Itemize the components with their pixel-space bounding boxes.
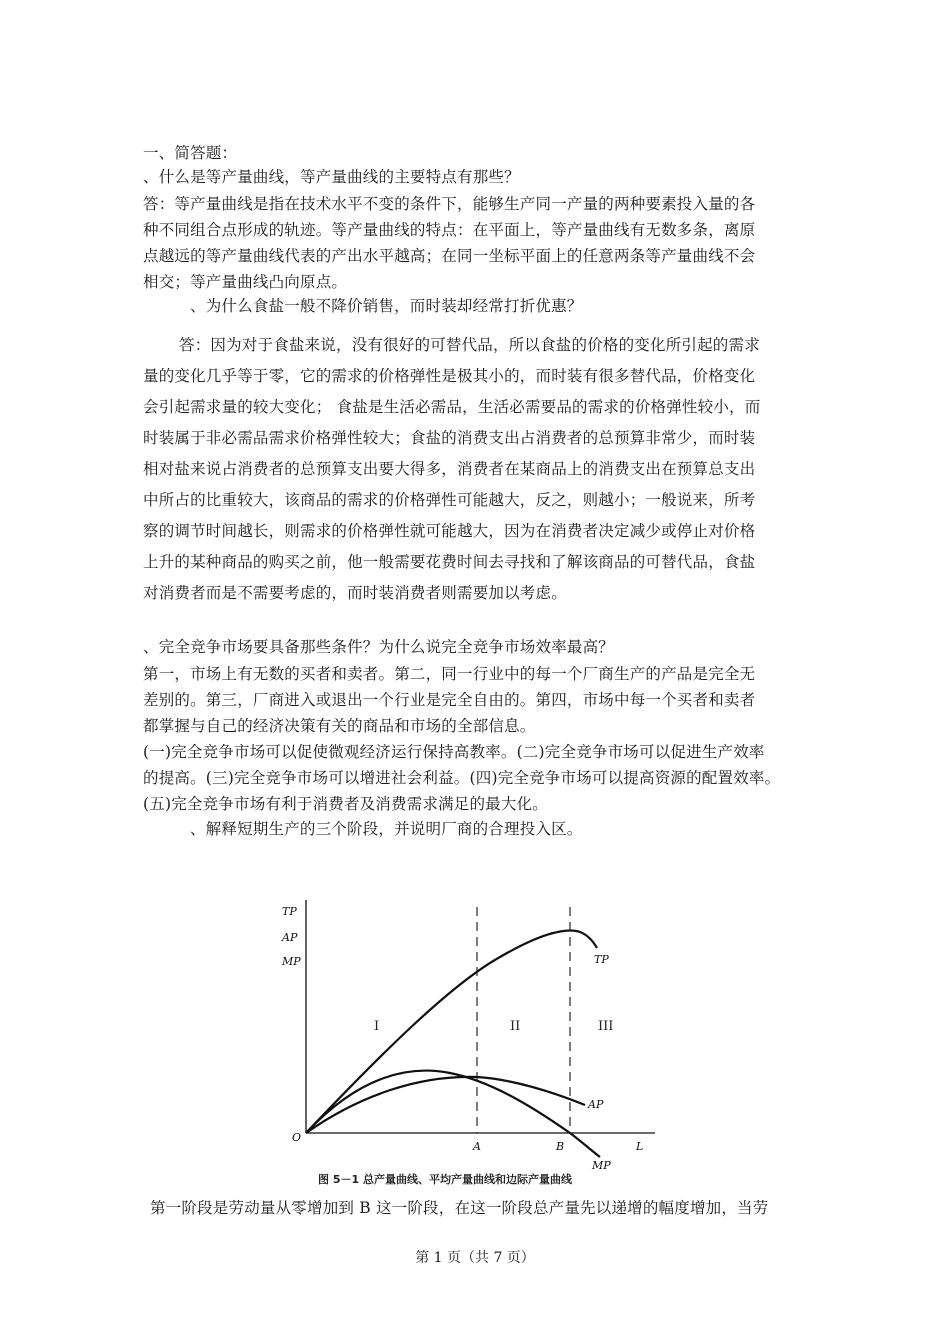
question-1: 、什么是等产量曲线，等产量曲线的主要特点有那些？: [143, 168, 520, 186]
y-label-tp: TP: [282, 905, 297, 918]
answer-3-line: (五)完全竞争市场有利于消费者及消费需求满足的最大化。: [143, 795, 548, 813]
answer-1-line: 相交；等产量曲线凸向原点。: [143, 273, 348, 291]
answer-3-line: 第一，市场上有无数的买者和卖者。第二，同一行业中的每一个厂商生产的产品是完全无: [143, 665, 756, 683]
answer-2-line: 察的调节时间越长，则需求的价格弹性就可能越大，因为在消费者决定减少或停止对价格: [143, 522, 756, 540]
point-label-a: A: [473, 1140, 481, 1153]
answer-4-line: 第一阶段是劳动量从零增加到 B 这一阶段，在这一阶段总产量先以递增的幅度增加，当劳: [150, 1199, 769, 1217]
answer-2: [143, 330, 760, 609]
answer-1: [143, 191, 755, 295]
x-axis-label: L: [636, 1140, 644, 1153]
answer-2-line: 上升的某种商品的购买之前，他一般需要花费时间去寻找和了解该商品的可替代品，食盐: [143, 553, 756, 571]
answer-3-line: 的提高。(三)完全竞争市场可以增进社会利益。(四)完全竞争市场可以提高资源的配置效率。: [143, 769, 781, 787]
point-label-b: B: [556, 1140, 565, 1153]
answer-3-line: 都掌握与自己的经济决策有关的商品和市场的全部信息。: [143, 717, 536, 735]
stage-label-2: II: [510, 1019, 521, 1034]
figure-caption: 图 5－1 总产量曲线、平均产量曲线和边际产量曲线: [318, 1173, 572, 1186]
ap-curve: [306, 1077, 585, 1133]
answer-1-line: 答：等产量曲线是指在技术水平不变的条件下，能够生产同一产量的两种要素投入量的各: [143, 195, 756, 213]
page-footer: 第 1 页（共 7 页）: [415, 1250, 535, 1266]
answer-2-line: 量的变化几乎等于零，它的需求的价格弹性是极其小的，而时装有很多替代品，价格变化: [143, 367, 756, 385]
stage-label-3: III: [598, 1019, 614, 1034]
question-3: 、完全竞争市场要具备那些条件？为什么说完全竞争市场效率最高？: [143, 638, 615, 656]
curve-label-ap: AP: [588, 1098, 604, 1111]
answer-1-line: 点越远的等产量曲线代表的产出水平越高；在同一坐标平面上的任意两条等产量曲线不会: [143, 247, 756, 265]
curve-label-mp: MP: [592, 1159, 611, 1172]
curve-label-tp: TP: [594, 953, 609, 966]
question-4: 、解释短期生产的三个阶段，并说明厂商的合理投入区。: [190, 820, 583, 838]
answer-2-line: 答：因为对于食盐来说，没有很好的可替代品，所以食盐的价格的变化所引起的需求: [179, 336, 760, 354]
answer-2-line: 中所占的比重较大，该商品的需求的价格弹性可能越大，反之，则越小；一般说来，所考: [143, 491, 756, 509]
y-label-mp: MP: [282, 955, 301, 968]
y-label-ap: AP: [282, 931, 298, 944]
tp-curve: [306, 931, 597, 1133]
stage-label-1: I: [374, 1019, 380, 1034]
answer-2-line: 会引起需求量的较大变化； 食盐是生活必需品，生活必需要品的需求的价格弹性较小，而: [143, 398, 761, 416]
answer-2-line: 对消费者而是不需要考虑的，而时装消费者则需要加以考虑。: [143, 584, 567, 602]
origin-label: O: [292, 1131, 302, 1144]
answer-3: [143, 661, 780, 817]
answer-3-line: 差别的。第三，厂商进入或退出一个行业是完全自由的。第四，市场中每一个买者和卖者: [143, 691, 756, 709]
production-curves-figure: [270, 895, 670, 1195]
answer-2-line: 相对盐来说占消费者的总预算支出要大得多，消费者在某商品上的消费支出在预算总支出: [143, 460, 756, 478]
answer-3-line: (一)完全竞争市场可以促使微观经济运行保持高教率。(二)完全竞争市场可以促进生产效率: [143, 743, 765, 761]
answer-1-line: 种不同组合点形成的轨迹。等产量曲线的特点：在平面上，等产量曲线有无数多条，离原: [143, 221, 756, 239]
question-2: 、为什么食盐一般不降价销售，而时装却经常打折优惠？: [190, 297, 583, 315]
answer-2-line: 时装属于非必需品需求价格弹性较大；食盐的消费支出占消费者的总预算非常少，而时装: [143, 429, 756, 447]
section-heading: 一、简答题：: [143, 144, 238, 162]
